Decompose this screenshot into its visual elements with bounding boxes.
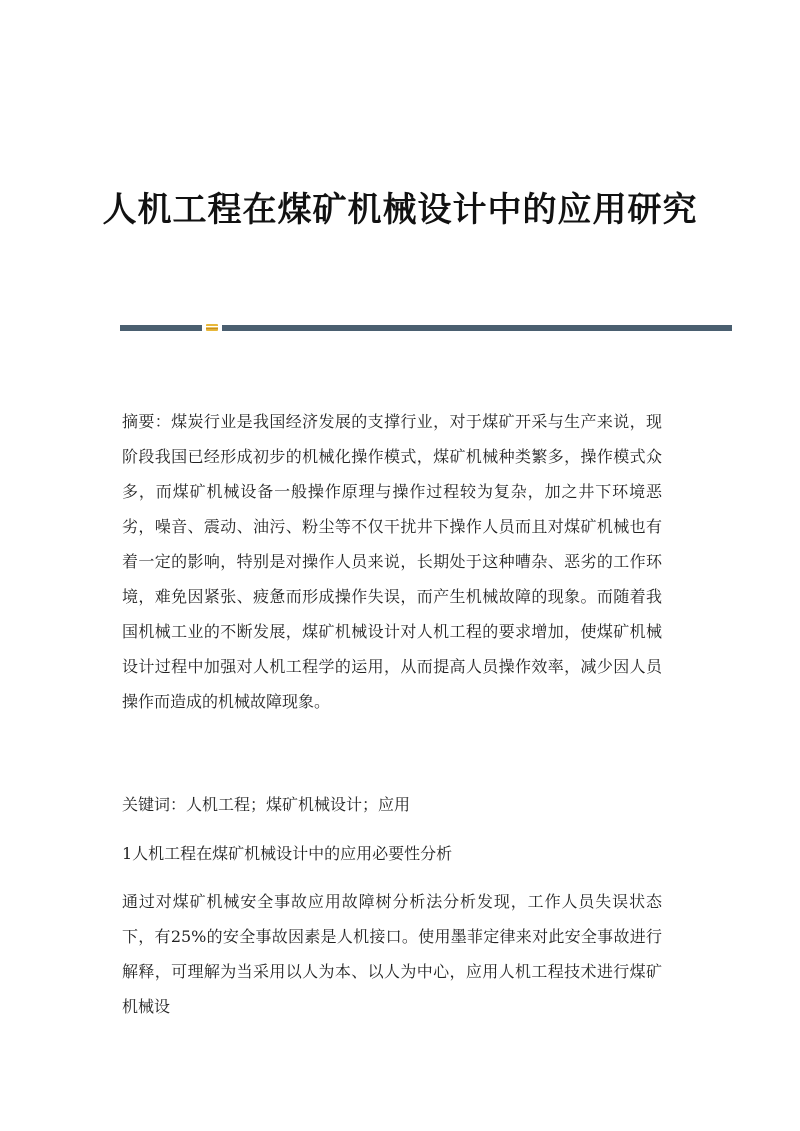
page-title: 人机工程在煤矿机械设计中的应用研究 [102,190,698,230]
section-heading: 1人机工程在煤矿机械设计中的应用必要性分析 [122,844,453,863]
abstract-paragraph: 摘要：煤炭行业是我国经济发展的支撑行业，对于煤矿开采与生产来说，现阶段我国已经形成初步的机械化操作模式，煤矿机械种类繁多，操作模式众多，而煤矿机械设备一般操作原理与操作过程较为复杂，加之井下环境恶劣，噪音、震动、油污、粉尘等不仅干扰井下操作人员而且对煤矿机械也有着一定的影响，特别是对操作人员来说，长期处于这种嘈杂、恶劣的工作环境，难免因紧张、疲惫而形成操作失误，而产生机械故障的现象。而随着我国机械工业的不断发展，煤矿机械设计对人机工程的要求增加，使煤矿机械设计过程中加强对人机工程学的运用，从而提高人员操作效率，减少因人员操作而造成的机械故障现象。 [122,412,662,711]
title-rule-right [222,325,732,331]
pencil-icon [205,322,219,333]
keywords-line: 关键词：人机工程；煤矿机械设计；应用 [122,795,411,814]
title-rule-left [120,325,202,331]
body-paragraph: 通过对煤矿机械安全事故应用故障树分析法分析发现，工作人员失误状态下，有25%的安全事故因素是人机接口。使用墨菲定律来对此安全事故进行解释，可理解为当采用以人为本、以人为中心，应用人机工程技术进行煤矿机械设 [122,892,662,1016]
